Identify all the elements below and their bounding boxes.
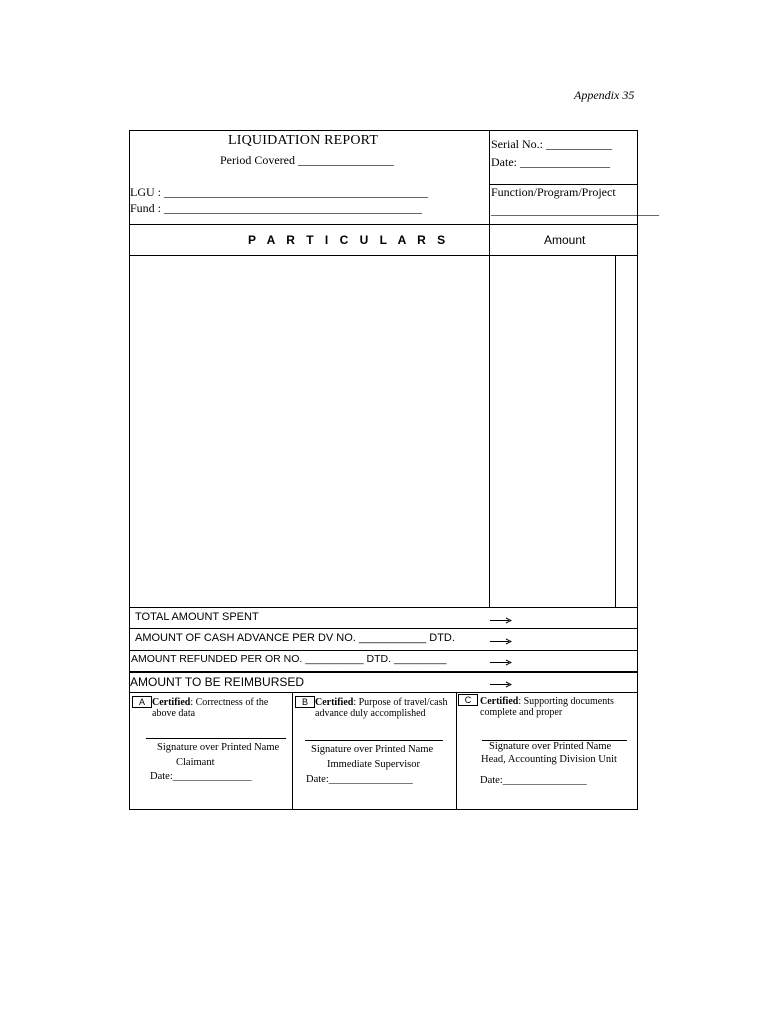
signature-line-b[interactable] bbox=[305, 740, 443, 741]
form-title: LIQUIDATION REPORT bbox=[228, 133, 379, 148]
liquidation-form bbox=[129, 130, 659, 810]
date-b-field[interactable]: Date:________________ bbox=[306, 774, 413, 785]
signature-line-a[interactable] bbox=[146, 738, 286, 739]
head-accounting-label: Head, Accounting Division Unit bbox=[481, 754, 617, 765]
certification-divider bbox=[292, 692, 293, 810]
certification-c-text bbox=[480, 696, 636, 718]
amount-refunded-field[interactable]: AMOUNT REFUNDED PER OR NO. __________ DTD. _________ bbox=[131, 653, 447, 665]
row-divider bbox=[130, 671, 638, 673]
certified-label: Certified bbox=[480, 696, 519, 707]
certified-label: Certified bbox=[152, 697, 191, 708]
date-field[interactable]: Date: _______________ bbox=[491, 155, 610, 169]
particulars-entry-area[interactable] bbox=[130, 256, 489, 608]
certification-c-statement: : Supporting documents complete and proper bbox=[480, 696, 614, 718]
total-amount-spent-label: TOTAL AMOUNT SPENT bbox=[135, 611, 259, 623]
function-program-project-field[interactable]: ____________________________ bbox=[491, 203, 659, 217]
certification-a-box: A bbox=[132, 696, 152, 708]
serial-no-field[interactable]: Serial No.: ___________ bbox=[491, 137, 612, 151]
period-covered-field[interactable]: Period Covered ________________ bbox=[220, 153, 394, 167]
signature-a-label: Signature over Printed Name bbox=[157, 742, 280, 753]
amount-entry-area[interactable] bbox=[490, 256, 614, 608]
amount-to-be-reimbursed-label: AMOUNT TO BE REIMBURSED bbox=[130, 675, 305, 689]
cash-advance-field[interactable]: AMOUNT OF CASH ADVANCE PER DV NO. ___________ DTD. bbox=[135, 632, 455, 644]
date-c-field[interactable]: Date:________________ bbox=[480, 775, 587, 786]
certification-divider bbox=[456, 692, 457, 810]
appendix-label: Appendix 35 bbox=[574, 88, 635, 102]
certification-top-divider bbox=[130, 692, 638, 693]
amount-subcolumn-divider bbox=[615, 255, 616, 607]
immediate-supervisor-label: Immediate Supervisor bbox=[327, 759, 421, 770]
fund-field[interactable]: Fund : ___________________________________________ bbox=[130, 201, 423, 215]
lgu-field[interactable]: LGU : ____________________________________________ bbox=[130, 185, 428, 199]
certification-a-statement: : Correctness of the above data bbox=[152, 697, 269, 719]
arrow-right-icon bbox=[490, 659, 512, 666]
function-program-project-label: Function/Program/Project bbox=[491, 185, 616, 199]
arrow-right-icon bbox=[490, 638, 512, 645]
certification-b-box: B bbox=[295, 696, 315, 708]
row-divider bbox=[130, 650, 638, 651]
certification-b-statement: : Purpose of travel/cash advance duly accomplished bbox=[315, 697, 448, 719]
signature-c-label: Signature over Printed Name bbox=[489, 741, 612, 752]
certification-b-text bbox=[315, 697, 451, 719]
arrow-right-icon bbox=[490, 617, 512, 624]
header-divider bbox=[130, 224, 638, 225]
signature-b-label: Signature over Printed Name bbox=[311, 744, 434, 755]
arrow-right-icon bbox=[490, 681, 512, 688]
amount-heading: Amount bbox=[544, 233, 586, 247]
body-bottom-divider bbox=[130, 607, 638, 608]
row-divider bbox=[130, 628, 638, 629]
certification-a-text bbox=[152, 697, 288, 719]
claimant-label: Claimant bbox=[176, 757, 215, 768]
certified-label: Certified bbox=[315, 697, 354, 708]
particulars-heading: P A R T I C U L A R S bbox=[248, 233, 450, 247]
date-a-field[interactable]: Date:_______________ bbox=[150, 771, 252, 782]
certification-c-box: C bbox=[458, 694, 478, 706]
